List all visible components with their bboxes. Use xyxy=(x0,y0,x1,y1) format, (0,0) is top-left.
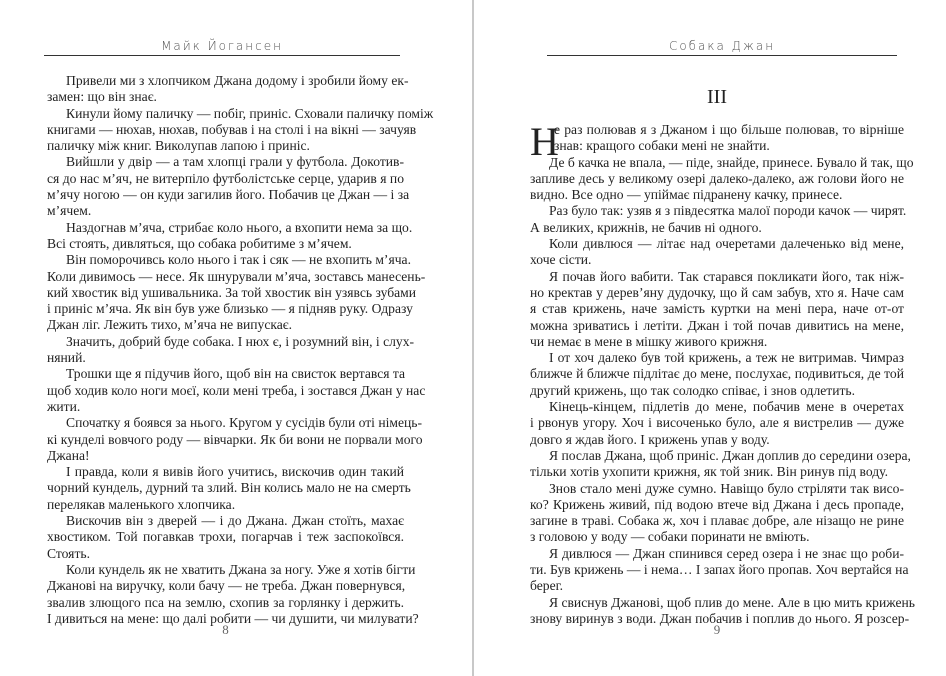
paragraph xyxy=(47,513,404,562)
text-line: Раз було так: узяв я з півдесятка малої породи качок — чирят. xyxy=(549,203,907,219)
paragraph xyxy=(530,399,904,448)
text-line: кі кунделі вовчого роду — вівчарки. Як би вони не порвали мого xyxy=(47,431,423,447)
text-line: можна зриватись і летіти. Джан і той почав дивитись на мене, xyxy=(530,317,904,333)
drop-cap: Н xyxy=(530,119,559,164)
text-line: чи немає в мене в мішку живого крижня. xyxy=(530,333,768,349)
text-line: ся до нас м’яч, не витерпіло футболістське серце, ударив я по xyxy=(47,170,404,186)
paragraph xyxy=(47,561,419,627)
text-line: м’ячу ногою — он куди загилив його. Побачив це Джан — і за xyxy=(47,187,410,203)
text-line: довго я ждав його. І крижень упав у воду. xyxy=(530,431,770,447)
text-line: Наздогнав м’яча, стрибає коло нього, а вхопити нема за що. xyxy=(66,219,413,235)
text-line: ближче й ближче підлітає до мене, послухає, подивиться, де той xyxy=(530,366,904,382)
text-line: Всі стоять, дивляться, що собака робитиме з м’ячем. xyxy=(47,235,352,251)
text-line: я став крижень, наче замість куртки на мені пера, наче от-от xyxy=(530,301,904,317)
text-line: Він поморочивсь коло нього і так і сяк — не вхопить м’яча. xyxy=(66,252,411,268)
text-line: жити. xyxy=(47,398,81,414)
text-line: кий хвостик від ушивальника. За той хвостик він узявсь зубами xyxy=(47,284,417,300)
text-line: Коли дивимось — несе. Як шнурували м’яча, зоставсь манесень- xyxy=(47,268,426,284)
page-gutter xyxy=(472,0,474,676)
text-line: перелякав маленького хлопчика. xyxy=(47,496,236,512)
text-line: Де б качка не впала, — піде, знайде, принесе. Бувало й так, що xyxy=(549,154,914,170)
running-head-author: Майк Йогансен xyxy=(161,39,283,53)
paragraph xyxy=(530,545,909,595)
text-line: замен: що він знає. xyxy=(47,89,157,105)
paragraph xyxy=(530,447,911,481)
text-line: Я послав Джана, щоб приніс. Джан доплив до середини озера, xyxy=(549,447,911,463)
text-line: Кінець-кінцем, підлетів до мене, побачив мене в очеретах xyxy=(549,399,904,415)
text-line: Вискочив він з дверей — і до Джана. Джан стоїть, махає xyxy=(66,513,404,529)
text-line: ко? Крижень живий, під водою втече від Джана і десь пропаде, xyxy=(530,496,904,512)
text-line: хвостиком. Той погавкав трохи, погарчав і теж заспокоївся. xyxy=(47,529,404,545)
paragraph xyxy=(47,415,423,464)
text-line: паличку між книг. Виколупав лапою і приніс. xyxy=(47,138,310,154)
page-number: 8 xyxy=(222,622,229,637)
text-line: Джан ліг. Лежить тихо, м’яча не випускає. xyxy=(47,317,293,333)
paragraph xyxy=(47,366,426,415)
text-line: звалив злющого пса на землю, схопив за горлянку і держить. xyxy=(47,594,404,610)
text-line: Коли кундель як не хватить Джана за ногу. Уже я хотів бігти xyxy=(66,561,416,577)
paragraph xyxy=(530,350,904,399)
paragraph xyxy=(530,203,907,236)
text-line: Привели ми з хлопчиком Джана додому і зробили йому ек- xyxy=(66,73,409,88)
text-line: запливе десь у великому озері далеко-далеко, аж голови його не xyxy=(530,170,904,186)
page-number: 9 xyxy=(713,622,721,637)
text-line: ти. Був крижень — і нема… І запах його пропав. Хоч вертайся на xyxy=(530,562,909,578)
text-line: Кинули йому паличку — побіг, приніс. Сховали паличку поміж xyxy=(66,105,434,121)
paragraph xyxy=(530,236,904,269)
text-line: Стоять. xyxy=(47,545,90,561)
running-head-title: Собака Джан xyxy=(668,39,776,53)
text-line: Трошки ще я підучив його, щоб він на свисток вертався та xyxy=(66,366,406,382)
paragraph xyxy=(47,333,415,367)
text-line: е раз полював я з Джаном і що більше полював, то вірніше xyxy=(554,122,904,137)
paragraph xyxy=(530,481,904,546)
paragraph xyxy=(47,73,409,106)
text-line: Джанові на виручку, коли бачу — не треба. Джан повернувся, xyxy=(47,578,406,594)
text-line: Я свиснув Джанові, щоб плив до мене. Але в цю мить крижень xyxy=(549,594,915,610)
text-line: берег. xyxy=(530,578,564,594)
left-page xyxy=(0,0,472,676)
text-line: А великих, крижнів, не бачив ні одного. xyxy=(530,219,762,235)
paragraph xyxy=(47,252,426,333)
header-rule xyxy=(547,55,897,56)
text-line: другий крижень, що так солодко співає, і знов одлетить. xyxy=(530,382,856,398)
text-line: знову виринув з води. Джан побачив і поплив до нього. Я розсер- xyxy=(530,610,910,626)
text-line: Вийшли у двір — а там хлопці грали у футбола. Докотив- xyxy=(66,154,404,170)
text-line: знав: кращого собаки мені не знайти. xyxy=(554,138,770,154)
text-line: хоче сісти. xyxy=(530,252,592,268)
text-line: Я почав його вабити. Так старався покликати його, так ніж- xyxy=(549,268,904,284)
left-body-text xyxy=(47,73,434,627)
paragraph xyxy=(47,219,413,253)
paragraph xyxy=(530,122,904,155)
text-line: Джана! xyxy=(47,447,90,463)
paragraph xyxy=(530,154,914,204)
text-line: Коли дивлюся — літає над очеретами далеченько від мене, xyxy=(549,236,904,252)
text-line: но кректав у дерев’яну дудочку, що й сам забув, хто я. Наче сам xyxy=(530,284,904,300)
chapter-number: III xyxy=(707,86,727,108)
text-line: щоб ходив коло ноги моєї, коли мені треба, і зостався Джан у нас xyxy=(47,382,426,398)
text-line: книгами — нюхав, нюхав, побував і на столі і на вікні — зачуяв xyxy=(47,121,417,137)
text-line: Я дивлюся — Джан спинився серед озера і не знає що роби- xyxy=(549,545,904,561)
text-line: з головою у воду — собаки поринати не вміють. xyxy=(530,529,810,545)
text-line: м’ячем. xyxy=(47,203,92,219)
paragraph xyxy=(47,464,411,513)
text-line: чорний кундель, дурний та злий. Він колись мало не на смерть xyxy=(47,480,411,496)
text-line: І от хоч далеко був той крижень, а теж не витримав. Чимраз xyxy=(549,350,904,366)
text-line: Знов стало мені дуже сумно. Навіщо було стріляти так висо- xyxy=(549,480,904,496)
right-page xyxy=(475,0,946,676)
text-line: і рвонув угору. Хоч і височенько було, але я вистрелив — дуже xyxy=(530,415,904,431)
text-line: І дивиться на мене: що далі робити — чи душити, чи милувати? xyxy=(47,610,419,626)
text-line: Спочатку я боявся за нього. Кругом у сусідів були оті німець- xyxy=(66,415,423,431)
paragraph xyxy=(47,105,434,155)
text-line: няний. xyxy=(47,350,86,366)
text-line: загине в траві. Собака ж, хоч і плаває добре, але нізащо не рине xyxy=(530,513,904,529)
text-line: Значить, добрий буде собака. І нюх є, і розумний він, і слух- xyxy=(66,333,415,349)
text-line: І правда, коли я вивів його учитись, вискочив один такий xyxy=(66,464,404,480)
paragraph xyxy=(47,154,410,219)
right-body-text xyxy=(530,119,915,627)
paragraph xyxy=(530,269,904,350)
text-line: і приніс м’яча. Як він був уже близько — я підняв руку. Одразу xyxy=(47,301,413,317)
text-line: видно. Все одно — упіймає підранену качку, принесе. xyxy=(530,187,843,203)
header-rule xyxy=(44,55,400,56)
text-line: тільки хотів ухопити крижня, як той зник. Він ринув під воду. xyxy=(530,464,888,480)
